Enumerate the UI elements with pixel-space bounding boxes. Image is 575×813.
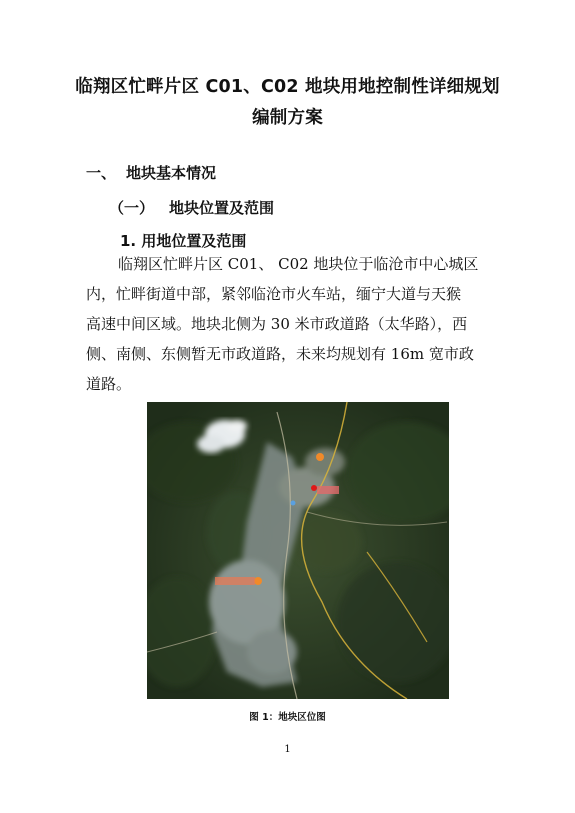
paragraph-line: 高速中间区域。地块北侧为 30 米市政道路（太华路），西 [86,315,468,333]
subsection-heading [109,197,274,218]
section-title: 地块基本情况 [126,164,217,182]
document-title-line-1: 临翔区忙畔片区 C01、C02 地块用地控制性详细规划 [75,77,500,97]
satellite-image [147,402,449,699]
figure-caption: 图 1：地块区位图 [249,712,326,723]
document-title-line-2: 编制方案 [252,108,323,128]
body-paragraph [86,249,504,399]
site-label-marker [317,486,339,494]
map-marker-orange [316,453,324,461]
page-number: 1 [284,744,291,755]
map-marker-orange [254,577,262,585]
paragraph-line: 内，忙畔街道中部，紧邻临沧市火车站，缅宁大道与天猴 [86,285,462,303]
subsubsection-heading: 1. 用地位置及范围 [120,232,247,250]
site-marker-icon [311,485,317,491]
subsection-title: 地块位置及范围 [169,199,275,217]
station-marker-icon [291,501,296,506]
city-label-marker [215,577,255,585]
paragraph-line: 临翔区忙畔片区 C01、 C02 地块位于临沧市中心城区 [118,255,479,273]
section-number: 一、 [86,164,117,182]
paragraph-line: 道路。 [86,375,132,393]
section-heading [86,162,216,183]
subsection-number: （一） [109,199,155,217]
paragraph-line: 侧、南侧、东侧暂无市政道路，未来均规划有 16m 宽市政 [86,345,474,363]
location-satellite-map [147,402,449,699]
